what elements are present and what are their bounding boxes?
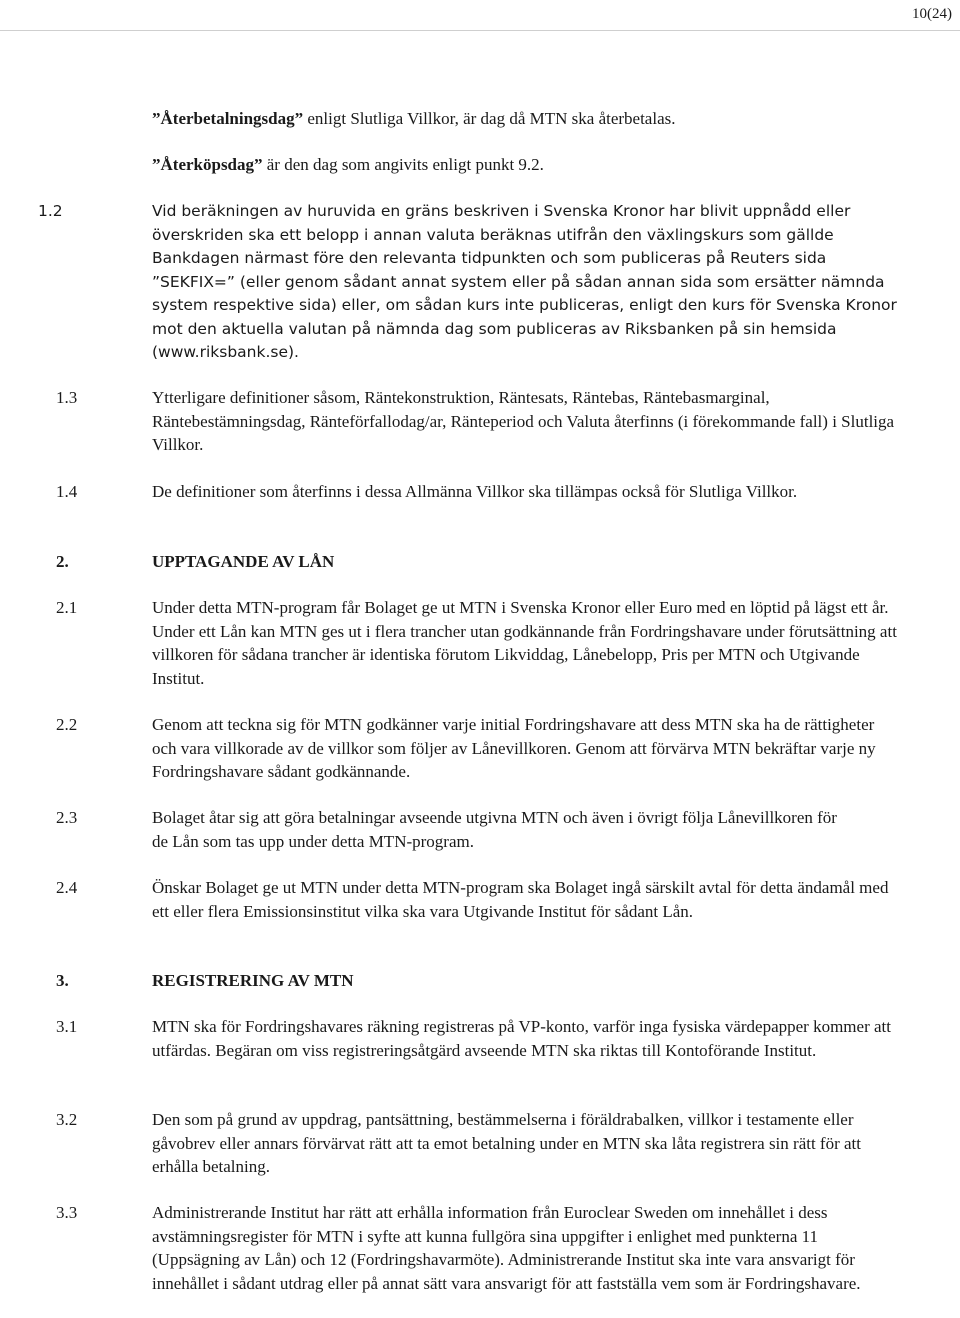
page-header [0,0,960,31]
definition-aterkopsdag [152,153,912,177]
section-number: 1.3 [56,388,78,407]
section-text: Ytterligare definitioner såsom, Räntekonstruktion, Räntesats, Räntebas, Räntebasmarginal, Räntebestämningsdag, Ränteförfallodag/ar, Ränteperiod och Valuta återfinns (i förekommande fall) i Slutliga Villkor. [152,388,895,454]
definition-aterbetalningsdag [152,107,912,131]
section-text: Önskar Bolaget ge ut MTN under detta MTN-program ska Bolaget ingå särskilt avtal för detta ändamål med ett eller flera Emissionsinstitut vilka ska vara Utgivande Institut för sådant Lån. [152,878,889,921]
section-text: Under detta MTN-program får Bolaget ge ut MTN i Svenska Kronor eller Euro med en löptid på lägst ett år. Under ett Lån kan MTN ges ut i flera trancher utan godkännande från Fordringshavare under förutsättning att villkoren för sådana trancher är identiska förutom Likviddag, Lånebelopp, Pris per MTN och Utgivande Institut. [152,598,897,688]
section-number: 3.1 [56,1017,78,1036]
section-text: Vid beräkningen av huruvida en gräns beskriven i Svenska Kronor har blivit uppnådd eller överskriden ska ett belopp i annan valuta beräknas utifrån den växlingskurs som gällde Bankdagen närmast före den relevanta tidpunkten och som publiceras på Reuters sida ”SEKFIX=” (eller genom sådant annat system eller på sådan annan sida som ersätter nämnda system respektive sida) eller, om sådan kurs inte publiceras, enligt den kurs för Svenska Kronor mot den aktuella valutan på nämnda dag som publiceras av Riksbanken på sin hemsida (www.riksbank.se). [152,202,897,361]
section-number: 2.2 [56,715,78,734]
section-text: Den som på grund av uppdrag, pantsättning, bestämmelserna i föräldrabalken, villkor i testamente eller gåvobrev eller annars förvärvat rätt att ta emot betalning under en MTN ska låta registrera sin rätt för att erhålla betalning. [152,1110,861,1176]
section-number: 1.2 [38,202,63,220]
section-text: De definitioner som återfinns i dessa Allmänna Villkor ska tillämpas också för Slutliga Villkor. [152,482,798,501]
definition-term: ”Återköpsdag” [152,155,263,174]
section-number: 3.2 [56,1110,78,1129]
section-text: Genom att teckna sig för MTN godkänner varje initial Fordringshavare att dess MTN ska ha de rättigheter och vara villkorade av de villkor som följer av Lånevillkoren. Genom att förvärva MTN bekräftar varje ny Fordringshavare sådant godkännande. [152,715,876,781]
page-number: 10(24) [912,6,952,22]
section-number: 1.4 [56,482,78,501]
section-text: MTN ska för Fordringshavares räkning registreras på VP-konto, varför inga fysiska värdepapper kommer att utfärdas. Begäran om viss registreringsåtgärd avseende MTN ska riktas till Kontoförande Institut. [152,1017,891,1060]
section-number: 2.4 [56,878,78,897]
section-number: 3.3 [56,1203,78,1222]
section-number: 2.1 [56,598,78,617]
heading-number: 3. [56,971,69,990]
section-text: Administrerande Institut har rätt att erhålla information från Euroclear Sweden om innehållet i dess avstämningsregister för MTN i syfte att kunna fullgöra sina uppgifter i enlighet med punkterna 11 (Uppsägning av Lån) och 12 (Fordringshavarmöte). Administrerande Institut ska inte vara ansvarigt för innehållet i sådant utdrag eller på annat sätt vara ansvarigt för att fastställa vem som är Fordringshavare. [152,1203,861,1293]
section-text: Bolaget åtar sig att göra betalningar avseende utgivna MTN och även i övrigt följa Lånevillkoren för de Lån som tas upp under detta MTN-program. [152,808,837,851]
heading-number: 2. [56,552,69,571]
section-number: 2.3 [56,808,78,827]
heading-title: REGISTRERING AV MTN [152,971,354,990]
definition-text: är den dag som angivits enligt punkt 9.2. [262,155,544,174]
heading-title: UPPTAGANDE AV LÅN [152,552,335,571]
definition-text: enligt Slutliga Villkor, är dag då MTN ska återbetalas. [303,109,676,128]
definition-term: ”Återbetalningsdag” [152,109,304,128]
